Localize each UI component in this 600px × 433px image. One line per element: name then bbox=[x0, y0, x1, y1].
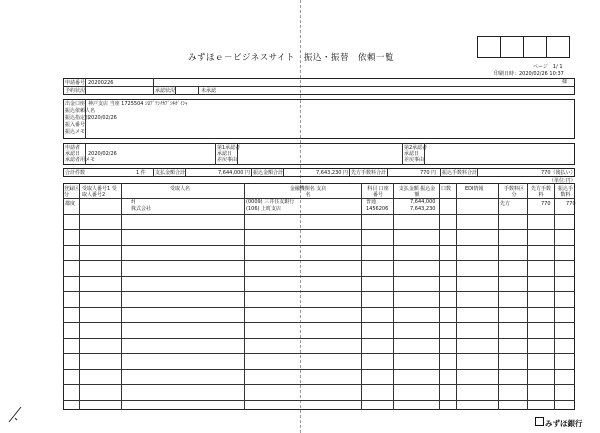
source-label-account: 出金口座 bbox=[65, 101, 86, 107]
sub-mark: 様 bbox=[562, 79, 568, 85]
row1-payee-name-1: ｶ) bbox=[131, 199, 136, 205]
row1-payee-name-2: 株式会社 bbox=[131, 206, 152, 212]
mizuho-logo-icon bbox=[535, 417, 544, 426]
request-no: 20200226 bbox=[88, 80, 114, 86]
stamp-box-4 bbox=[546, 36, 570, 58]
header-fee-other: 先方手数料 bbox=[530, 186, 551, 198]
source-label-memo: 振込メモ bbox=[65, 129, 86, 135]
bank-logo bbox=[535, 411, 583, 430]
bank-name: みずほ銀行 bbox=[545, 419, 583, 428]
row1-fee-transfer: 770 bbox=[566, 201, 576, 207]
source-label-requester: 振込依頼人名 bbox=[65, 108, 96, 114]
header-payee-name: 受取人名 bbox=[170, 186, 191, 192]
source-account: 神戸支店 当座 1725504 ｼﾛﾌﾞﾗﾝﾁｶﾌﾞｼｷｶﾞｲｼｬ bbox=[88, 101, 188, 107]
unit-label: （単位:円） bbox=[549, 178, 576, 184]
row1-pay-amount: 7,644,000 bbox=[410, 199, 436, 205]
row1-subject: 普通 bbox=[366, 199, 377, 205]
fee-total-label: 振込手数料合計 bbox=[442, 170, 478, 176]
transfer-total-label: 振込金額合計 bbox=[253, 170, 284, 176]
row1-fee-other: 770 bbox=[541, 201, 551, 207]
header-registration: 登録区分 bbox=[64, 186, 80, 198]
applicant-memo-label: 承認者用メモ bbox=[65, 157, 96, 163]
stamp-box-3 bbox=[523, 36, 547, 58]
first-approve-date-label: 承認日 bbox=[217, 151, 233, 157]
second-approve-date-label: 承認日 bbox=[404, 151, 420, 157]
not-approved-status: 未承認 bbox=[201, 88, 217, 94]
header-amounts: 支払金額 振込金額 bbox=[398, 186, 436, 198]
request-no-label: 申請番号 bbox=[65, 80, 86, 86]
header-fee-transfer: 振込手数料 bbox=[557, 186, 573, 198]
total-count-label: 合計件数 bbox=[65, 170, 86, 176]
approval-status-label: 承認状況 bbox=[155, 88, 176, 94]
row1-transfer-amount: 7,643,230 bbox=[410, 206, 436, 212]
print-datetime: 印刷日時：2020/02/26 10:37 bbox=[494, 71, 564, 77]
header-fee-class: 手数料区分 bbox=[503, 186, 524, 198]
fee-borne: 770 円 bbox=[420, 170, 437, 176]
row1-branch: (106) 上町支店 bbox=[246, 206, 282, 212]
fee-total: 770（後払い） bbox=[541, 170, 576, 176]
source-label-number: 振入番号 bbox=[65, 122, 86, 128]
source-label-date: 振込指定日 bbox=[65, 115, 91, 121]
fee-borne-label: 先方手数料合計 bbox=[351, 170, 387, 176]
stamp-box-2 bbox=[500, 36, 524, 58]
source-date: 2020/02/26 bbox=[88, 115, 117, 121]
pay-total-label: 支払金額合計 bbox=[155, 170, 186, 176]
header-payee-no: 受取人番号1 受取人番号2 bbox=[82, 186, 117, 198]
header-edi: EDI情報 bbox=[465, 186, 484, 192]
header-qty: 口数 bbox=[441, 186, 452, 192]
transfer-total: 7,643,230 円 bbox=[316, 170, 349, 176]
row1-fee-class: 先方 bbox=[500, 201, 511, 207]
second-return-reason-label: 差戻事由 bbox=[404, 157, 425, 163]
row1-bank: (0009) 三井住友銀行 bbox=[246, 199, 295, 205]
page-title: みずほｅ－ビジネスサイト 振込・振替 依頼一覧 bbox=[188, 53, 394, 63]
total-count: 1 件 bbox=[136, 170, 146, 176]
header-account: 科目 口座番号 bbox=[367, 186, 389, 198]
apply-date-label: 承認日 bbox=[65, 151, 81, 157]
apply-date: 2020/02/26 bbox=[88, 151, 117, 157]
reservation-label: 予約状況 bbox=[65, 88, 86, 94]
row1-account-no: 1456206 bbox=[366, 206, 389, 212]
second-approver-label: 第2承認者 bbox=[404, 145, 428, 151]
applicant-label: 申請者 bbox=[65, 145, 81, 151]
approval-box bbox=[63, 143, 575, 165]
row1-registration: 都度 bbox=[65, 201, 76, 207]
header-bank-branch: 金融機関名 支店名 bbox=[289, 186, 327, 198]
stamp-box-1 bbox=[477, 36, 501, 58]
first-return-reason-label: 差戻事由 bbox=[217, 157, 238, 163]
pay-total: 7,644,000 円 bbox=[218, 170, 251, 176]
first-approver-label: 第1承認者 bbox=[217, 145, 241, 151]
page-number: ページ 1/ 1 bbox=[533, 64, 563, 70]
pen-mark-icon bbox=[6, 404, 26, 424]
